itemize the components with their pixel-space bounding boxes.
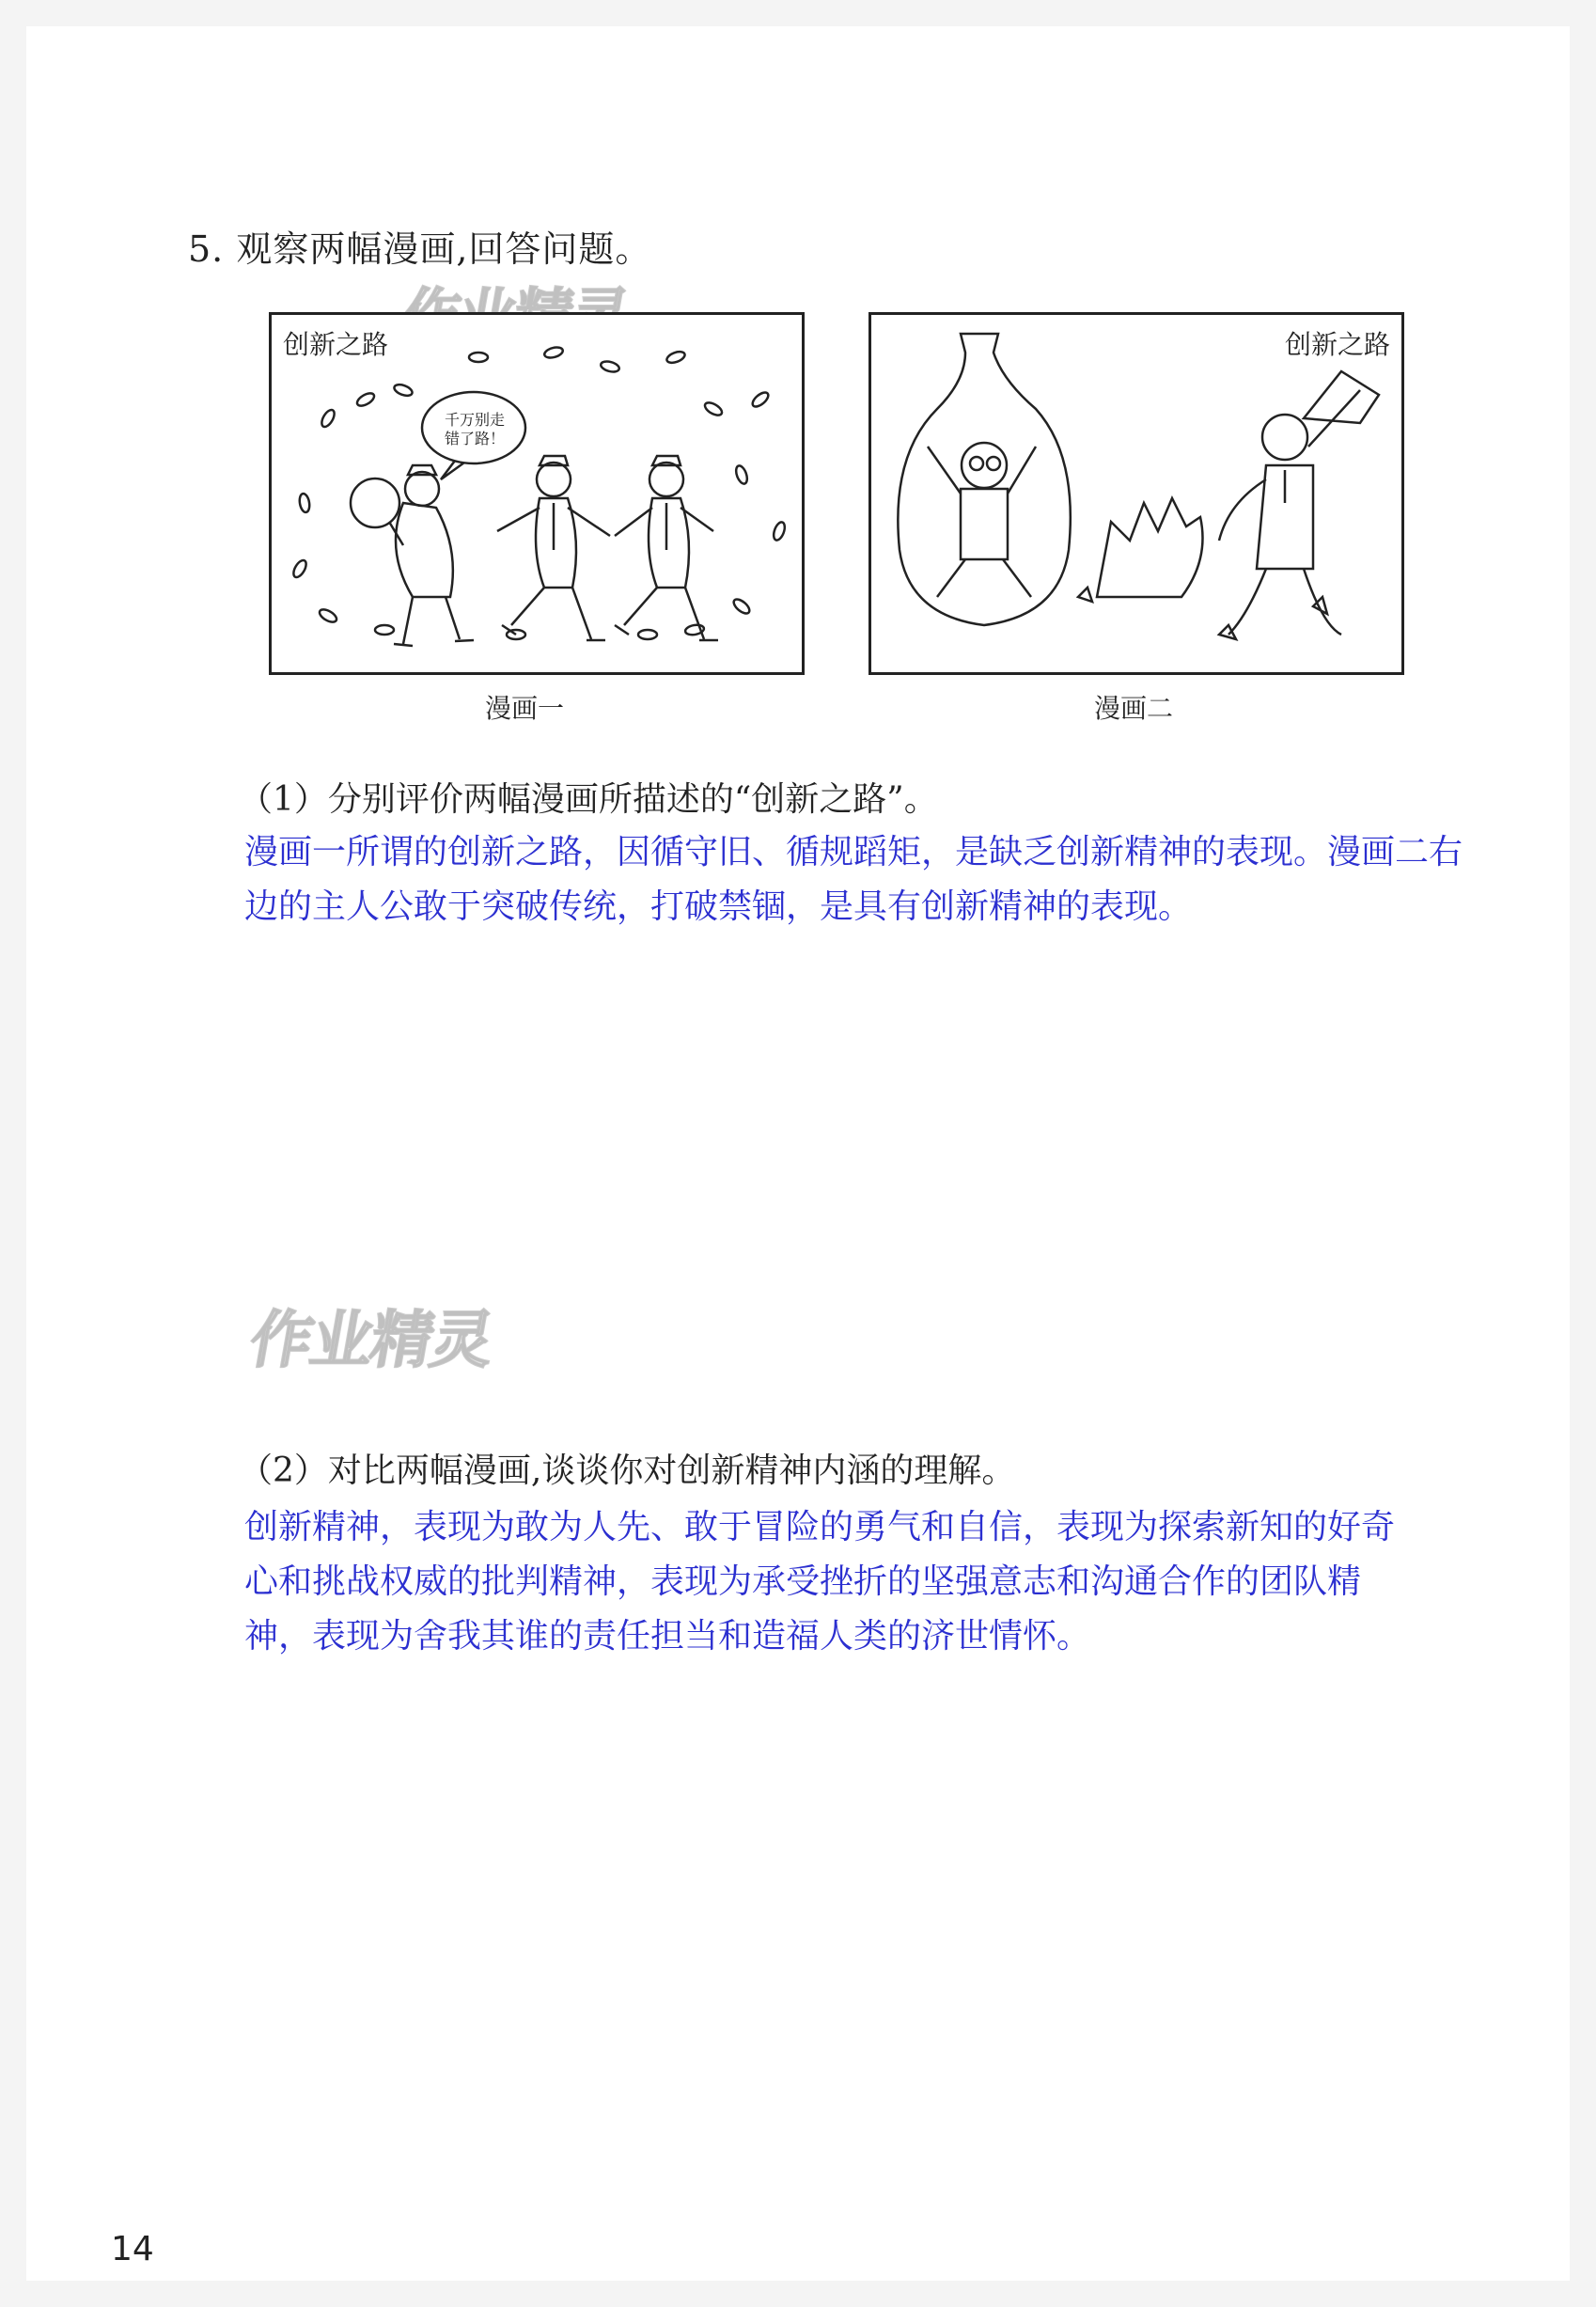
sub-question-1: （1）分别评价两幅漫画所描述的“创新之路”。 bbox=[239, 780, 938, 819]
comic-2-label: 创新之路 bbox=[1284, 329, 1390, 360]
comic-2-illustration bbox=[871, 315, 1401, 672]
page-number: 14 bbox=[111, 2230, 154, 2268]
page bbox=[26, 26, 1570, 2281]
answer-1: 漫画一所谓的创新之路，因循守旧、循规蹈矩，是缺乏创新精神的表现。漫画二右边的主人公敢于突破传统，打破禁锢，是具有创新精神的表现。 bbox=[244, 833, 1463, 926]
comic-1-label: 创新之路 bbox=[283, 329, 389, 360]
speech-bubble-text: 千万别走错了路！ bbox=[444, 411, 505, 447]
answer-2: 创新精神，表现为敢为人先、敢于冒险的勇气和自信，表现为探索新知的好奇心和挑战权威的批判精神，表现为承受挫折的坚强意志和沟通合作的团队精神，表现为舍我其谁的责任担当和造福人类的济世情怀。 bbox=[244, 1508, 1396, 1656]
watermark: 作业精灵 bbox=[244, 1304, 498, 1376]
comic-1-illustration bbox=[272, 315, 802, 672]
comic-panel-2 bbox=[868, 312, 1404, 675]
comic-1-caption: 漫画一 bbox=[485, 693, 565, 724]
sub-question-2: （2）对比两幅漫画,谈谈你对创新精神内涵的理解。 bbox=[239, 1452, 1016, 1490]
comic-2-caption: 漫画二 bbox=[1094, 693, 1174, 724]
comic-panel-1 bbox=[269, 312, 805, 675]
question-title: 5. 观察两幅漫画,回答问题。 bbox=[188, 228, 652, 270]
